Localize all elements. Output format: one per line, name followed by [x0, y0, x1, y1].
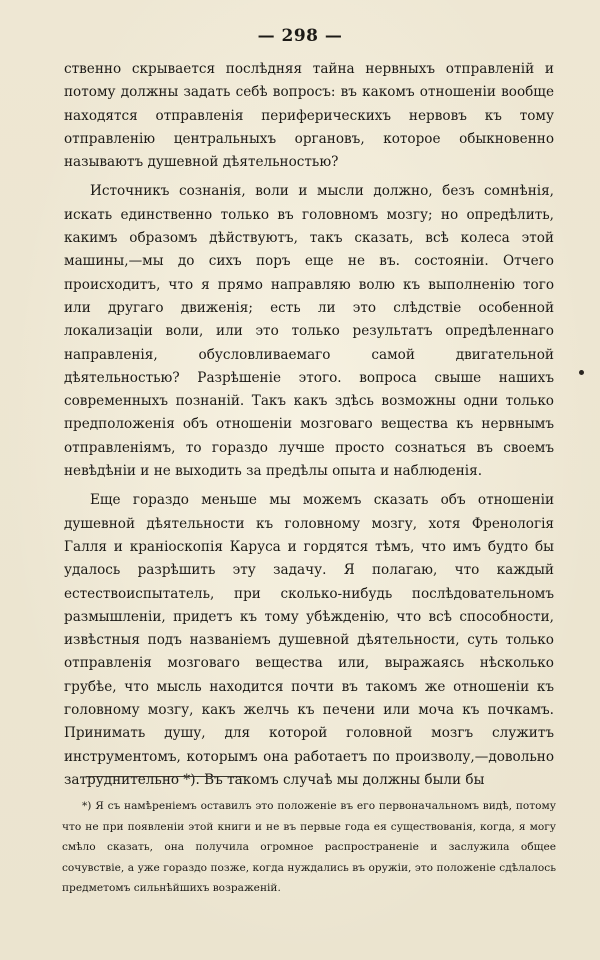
footnote: *) Я съ намѣреніемъ оставилъ это положеніе въ его первоначальномъ видѣ, потому что не при появленіи этой книги и не въ первые года ея существованія, когда, я могу смѣло сказать, она получила огромное распространеніе и заслужила общее сочувствіе, а уже гораздо позже, когда нуждались въ оружіи, это положеніе сдѣлалось предметомъ сильнѣйшихъ возраженій.: [62, 800, 556, 895]
margin-mark: [579, 370, 584, 375]
footnote-divider: [86, 776, 246, 777]
page-number: — 298 —: [257, 26, 343, 46]
paragraph-3: Еще гораздо меньше мы можемъ сказать объ отношеніи душевной дѣятельности къ головному мозгу, хотя Френологія Галля и краніоскопія Каруса и гордятся тѣмъ, что имъ будто бы удалось разрѣшить эту задачу. Я полагаю, что каждый естествоиспытатель, при сколько-нибудь послѣдовательномъ размышленіи, придетъ къ тому убѣжденію, что всѣ способности, извѣстныя подъ названіемъ душевной дѣятельности, суть только отправленія мозговаго вещества или, выражаясь нѣсколько грубѣе, что мысль находится почти въ такомъ же отношеніи къ головному мозгу, какъ желчь къ печени или моча къ почкамъ. Принимать душу, для которой головной мозгъ служитъ инструментомъ, которымъ она работаетъ по произволу,—довольно затруднительно *). Въ такомъ случаѣ мы должны были бы: [64, 492, 554, 788]
paragraph-1: ственно скрывается послѣдняя тайна нервныхъ отправленій и потому должны задать себѣ вопросъ: въ какомъ отношеніи вообще находятся отправленія периферическихъ нервовъ къ тому отправленію центральныхъ органовъ, которое обыкновенно называютъ душевной дѣятельностью?: [64, 61, 554, 171]
paragraph-2: Источникъ сознанія, воли и мысли должно, безъ сомнѣнія, искать единственно только въ головномъ мозгу; но опредѣлить, какимъ образомъ дѣйствуютъ, такъ сказать, всѣ колеса этой машины,—мы до сихъ поръ еще не въ. состояніи. Отчего происходитъ, что я прямо направляю волю къ выполненію того или другаго движенія; есть ли это слѣдствіе особенной локализаціи воли, или это только результатъ опредѣленнаго направленія, обусловливаемаго самой двигательной дѣятельностью? Разрѣшеніе этого. вопроса свыше нашихъ современныхъ познаній. Такъ какъ здѣсь возможны одни только предположенія объ отношеніи мозговаго вещества къ нервнымъ отправленіямъ, то гораздо лучше просто сознаться въ своемъ невѣдѣніи и не выходить за предѣлы опыта и наблюденія.: [64, 183, 554, 480]
body-text: [64, 58, 554, 798]
